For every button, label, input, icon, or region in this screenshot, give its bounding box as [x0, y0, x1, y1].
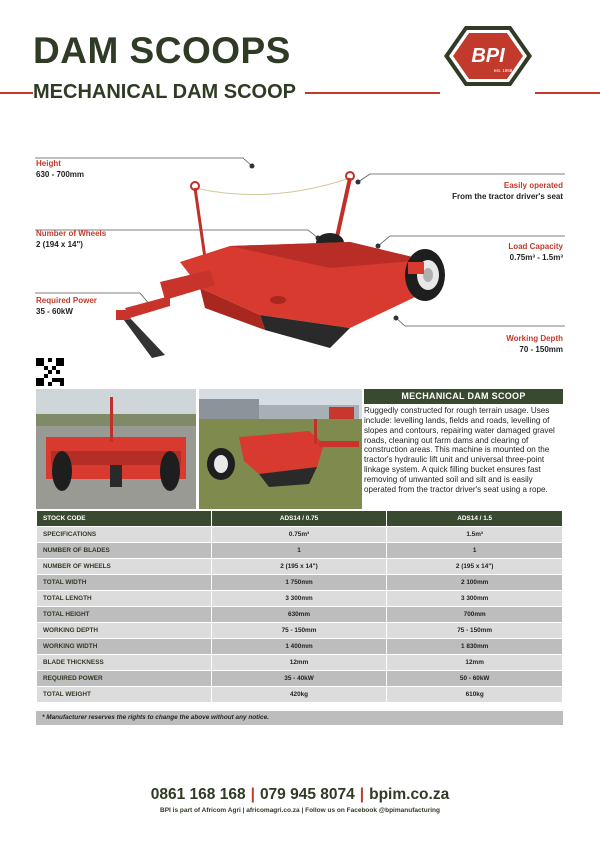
- row-value: 1 750mm: [211, 575, 387, 591]
- page-subtitle: MECHANICAL DAM SCOOP: [33, 81, 296, 103]
- row-value: 1 400mm: [211, 639, 387, 655]
- spec-table: [36, 510, 563, 703]
- callout-wheels-label: Number of Wheels: [36, 229, 107, 238]
- callout-power: [36, 296, 97, 318]
- contact-bar: [0, 786, 600, 804]
- row-label: SPECIFICATIONS: [37, 527, 212, 543]
- row-value: 1.5m³: [387, 527, 563, 543]
- callout-height-value: 630 - 700mm: [36, 169, 85, 179]
- row-value: 3 300mm: [211, 591, 387, 607]
- row-value: 700mm: [387, 607, 563, 623]
- callout-power-label: Required Power: [36, 296, 97, 305]
- col-ads14-15: ADS14 / 1.5: [387, 511, 563, 527]
- separator: |: [359, 786, 365, 803]
- table-row: [37, 655, 563, 671]
- row-value: 12mm: [211, 655, 387, 671]
- separator: |: [250, 786, 255, 803]
- callout-operated: [452, 181, 563, 203]
- spec-table-header: [37, 511, 563, 527]
- row-value: 3 300mm: [387, 591, 563, 607]
- row-value: 1: [387, 543, 563, 559]
- disclaimer-note: * Manufacturer reserves the rights to change the above without any notice.: [36, 711, 563, 725]
- phone-number-1[interactable]: 0861 168 168: [150, 786, 246, 803]
- row-value: 1: [211, 543, 387, 559]
- row-value: 75 - 150mm: [211, 623, 387, 639]
- row-label: TOTAL LENGTH: [37, 591, 212, 607]
- qr-code[interactable]: [36, 358, 64, 386]
- table-row: [37, 607, 563, 623]
- row-label: NUMBER OF WHEELS: [37, 559, 212, 575]
- title-rule-left: [0, 92, 33, 94]
- row-value: 630mm: [211, 607, 387, 623]
- callout-power-value: 35 - 60kW: [36, 306, 73, 316]
- row-value: 2 (195 x 14"): [211, 559, 387, 575]
- bpi-logo: [443, 25, 533, 87]
- row-value: 420kg: [211, 687, 387, 703]
- table-row: [37, 527, 563, 543]
- row-value: 2 100mm: [387, 575, 563, 591]
- row-value: 0.75m³: [211, 527, 387, 543]
- callout-operated-value: From the tractor driver's seat: [452, 191, 563, 201]
- row-label: BLADE THICKNESS: [37, 655, 212, 671]
- row-label: WORKING DEPTH: [37, 623, 212, 639]
- callout-height: [36, 159, 84, 181]
- description-text: Ruggedly constructed for rough terrain usage. Uses include: levelling lands, fields and roads, levelling of slopes and contours, repairing water damaged gravel roads, cleaning out farm dams and clearing of construction areas. This machine is mounted on the tractor's hydraulic lift unit and universal three-point linkage system. A quick filling bucket ensures fast removing of unwanted soil and silt and is easily operated from the tractor driver's seat using a rope.: [364, 406, 555, 494]
- row-label: REQUIRED POWER: [37, 671, 212, 687]
- table-row: [37, 559, 563, 575]
- callout-capacity-value: 0.75m³ - 1.5m³: [509, 252, 563, 262]
- table-row: [37, 623, 563, 639]
- logo-est: est. 1968: [493, 68, 513, 73]
- row-label: NUMBER OF BLADES: [37, 543, 212, 559]
- row-label: WORKING WIDTH: [37, 639, 212, 655]
- col-stock-code: STOCK CODE: [37, 511, 212, 527]
- table-row: [37, 639, 563, 655]
- logo-text: BPI: [471, 45, 505, 67]
- website-link[interactable]: bpim.co.za: [369, 786, 450, 803]
- table-row: [37, 543, 563, 559]
- row-value: 610kg: [387, 687, 563, 703]
- description-heading: MECHANICAL DAM SCOOP: [364, 389, 563, 404]
- callout-height-label: Height: [36, 159, 61, 168]
- footer-text: BPI is part of Africom Agri | africomagri.co.za | Follow us on Facebook @bpimanufacturing: [160, 807, 440, 814]
- table-row: [37, 591, 563, 607]
- row-value: 75 - 150mm: [387, 623, 563, 639]
- callout-operated-label: Easily operated: [503, 181, 563, 190]
- callout-wheels-value: 2 (194 x 14"): [36, 239, 83, 249]
- callout-depth: [506, 334, 563, 356]
- phone-number-2[interactable]: 079 945 8074: [259, 786, 355, 803]
- table-row: [37, 687, 563, 703]
- row-value: 50 - 60kW: [387, 671, 563, 687]
- row-label: TOTAL HEIGHT: [37, 607, 212, 623]
- row-value: 35 - 40kW: [211, 671, 387, 687]
- row-label: TOTAL WEIGHT: [37, 687, 212, 703]
- callout-capacity-label: Load Capacity: [508, 242, 563, 251]
- callout-capacity: [508, 242, 563, 264]
- callout-depth-label: Working Depth: [506, 334, 563, 343]
- page-title: DAM SCOOPS: [33, 30, 291, 71]
- callout-depth-value: 70 - 150mm: [519, 344, 563, 354]
- photo-side-view: [199, 389, 362, 509]
- title-rule-right: [305, 92, 440, 94]
- col-ads14-075: ADS14 / 0.75: [211, 511, 387, 527]
- table-row: [37, 671, 563, 687]
- callout-wheels: [36, 229, 106, 251]
- row-value: 12mm: [387, 655, 563, 671]
- title-rule-far-right: [535, 92, 600, 94]
- row-label: TOTAL WIDTH: [37, 575, 212, 591]
- row-value: 1 830mm: [387, 639, 563, 655]
- row-value: 2 (195 x 14"): [387, 559, 563, 575]
- table-row: [37, 575, 563, 591]
- photo-front-view: [36, 389, 196, 509]
